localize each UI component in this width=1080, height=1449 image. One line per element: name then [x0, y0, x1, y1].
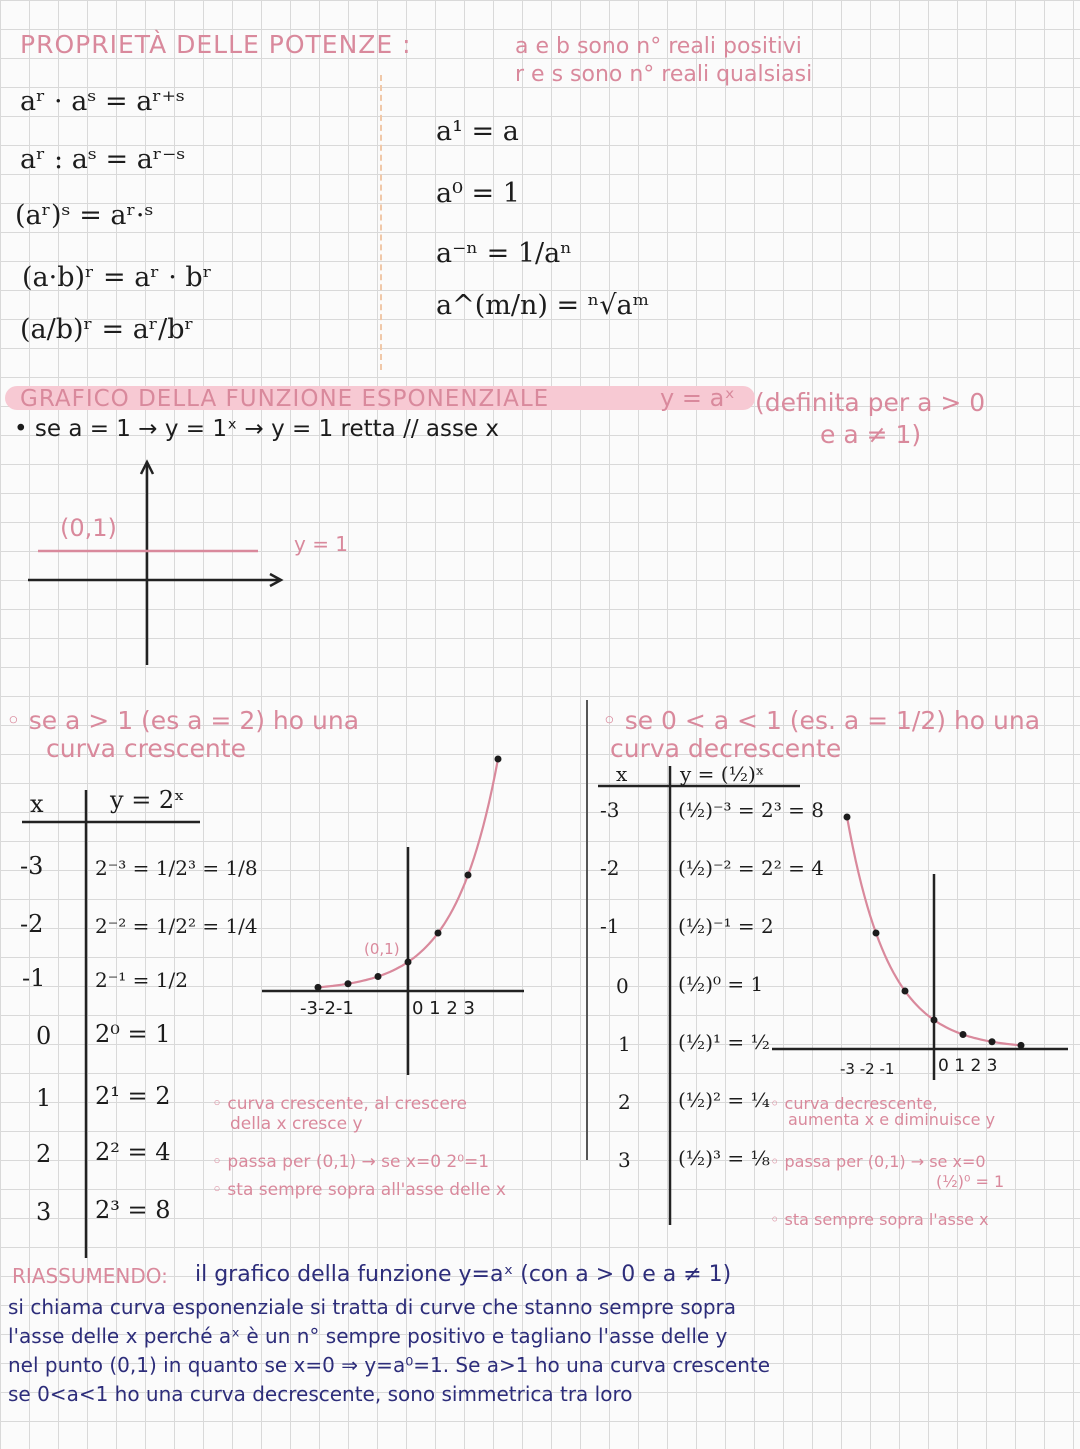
growth-heading: ◦ se a > 1 (es a = 2) ho una [6, 706, 360, 735]
decay-col-y: y = (½)ˣ [680, 762, 765, 786]
table-row: (½)¹ = ½ [678, 1030, 770, 1054]
data-point [1018, 1042, 1025, 1049]
table-row: 2³ = 8 [95, 1196, 171, 1224]
table-row: 3 [618, 1148, 631, 1172]
table-row: 2⁻¹ = 1/2 [95, 968, 188, 992]
summary-line: l'asse delle x perché aˣ è un n° sempre positivo e tagliano l'asse delle y [8, 1324, 728, 1348]
table-row: 2⁻² = 1/2² = 1/4 [95, 914, 258, 938]
growth-note: ◦ sta sempre sopra all'asse delle x [212, 1180, 506, 1200]
decay-heading-2: curva decrescente [610, 734, 842, 763]
property-power-of-power: (aʳ)ˢ = aʳ·ˢ [15, 200, 154, 231]
page-title: PROPRIETÀ DELLE POTENZE : [20, 30, 412, 59]
decay-note: ◦ sta sempre sopra l'asse x [770, 1210, 989, 1229]
property-product: aʳ · aˢ = aʳ⁺ˢ [20, 86, 186, 117]
decay-note: (½)⁰ = 1 [936, 1172, 1005, 1191]
property-product-power: (a·b)ʳ = aʳ · bʳ [22, 262, 213, 293]
table-row: -1 [600, 914, 620, 938]
section-title: GRAFICO DELLA FUNZIONE ESPONENZIALE [20, 386, 550, 412]
table-row: 2 [36, 1140, 52, 1168]
table-row: 2⁻³ = 1/2³ = 1/8 [95, 856, 258, 880]
function-formula: y = aˣ [660, 384, 735, 412]
table-row: (½)² = ¼ [678, 1088, 770, 1112]
growth-heading-2: curva crescente [46, 734, 246, 763]
decay-note: aumenta x e diminuisce y [788, 1110, 996, 1129]
data-point [960, 1031, 967, 1038]
table-row: 1 [618, 1032, 631, 1056]
growth-point-label: (0,1) [364, 940, 400, 958]
growth-axis-pos-labels: 0 1 2 3 [412, 998, 475, 1019]
point-label-0-1: (0,1) [60, 514, 117, 542]
table-row: (½)⁻² = 2² = 4 [678, 856, 824, 880]
domain-note: (definita per a > 0 [755, 388, 986, 417]
line-label: y = 1 [294, 532, 349, 556]
condition-rs: r e s sono n° reali qualsiasi [515, 62, 813, 87]
table-row: 0 [616, 974, 629, 998]
growth-note: della x cresce y [230, 1114, 363, 1134]
table-row: (½)⁰ = 1 [678, 972, 764, 996]
summary-line: il grafico della funzione y=aˣ (con a > 0 e a ≠ 1) [195, 1262, 732, 1287]
property-exp-one: a¹ = a [436, 116, 519, 147]
summary-line: si chiama curva esponenziale si tratta di curve che stanno sempre sopra [8, 1295, 737, 1319]
growth-note: ◦ curva crescente, al crescere [212, 1094, 467, 1114]
data-point [844, 814, 851, 821]
table-row: 2⁰ = 1 [95, 1020, 171, 1048]
table-row: 0 [36, 1022, 52, 1050]
growth-note: ◦ passa per (0,1) → se x=0 2⁰=1 [212, 1152, 490, 1172]
table-row: 3 [36, 1198, 52, 1226]
decay-heading: ◦ se 0 < a < 1 (es. a = 1/2) ho una [602, 706, 1041, 735]
table-row: 2² = 4 [95, 1138, 171, 1166]
property-quotient: aʳ : aˢ = aʳ⁻ˢ [20, 144, 186, 175]
summary-line: se 0<a<1 ho una curva decrescente, sono simmetrica tra loro [8, 1382, 633, 1406]
condition-ab: a e b sono n° reali positivi [515, 34, 802, 59]
table-row: -1 [22, 964, 46, 992]
domain-note-2: e a ≠ 1) [820, 420, 922, 449]
table-row: -2 [600, 856, 620, 880]
data-point [989, 1038, 996, 1045]
table-row: -3 [20, 852, 44, 880]
decay-axis-pos-labels: 0 1 2 3 [938, 1056, 998, 1076]
growth-col-x: x [30, 790, 44, 818]
case-a-equals-1: • se a = 1 → y = 1ˣ → y = 1 retta // asse x [14, 416, 500, 442]
property-exp-zero: a⁰ = 1 [436, 178, 520, 209]
table-row: (½)⁻¹ = 2 [678, 914, 774, 938]
table-row: 2 [618, 1090, 631, 1114]
table-row: -2 [20, 910, 44, 938]
table-row: 2¹ = 2 [95, 1082, 171, 1110]
table-row: (½)⁻³ = 2³ = 8 [678, 798, 824, 822]
decay-axis-neg-labels: -3 -2 -1 [840, 1060, 895, 1078]
summary-label: RIASSUMENDO: [12, 1264, 168, 1288]
data-point [931, 1017, 938, 1024]
summary-line: nel punto (0,1) in quanto se x=0 ⇒ y=a⁰=1. Se a>1 ho una curva crescente [8, 1353, 771, 1377]
decay-note: ◦ curva decrescente, [770, 1094, 938, 1113]
table-row: 1 [36, 1084, 52, 1112]
decay-col-x: x [616, 762, 628, 786]
property-negative-exp: a⁻ⁿ = 1/aⁿ [436, 238, 572, 269]
decay-note: ◦ passa per (0,1) → se x=0 [770, 1152, 986, 1171]
data-point [873, 930, 880, 937]
data-point [902, 988, 909, 995]
table-row: (½)³ = ⅛ [678, 1146, 770, 1170]
property-fractional-exp: a^(m/n) = ⁿ√aᵐ [436, 290, 650, 321]
growth-col-y: y = 2ˣ [110, 786, 185, 814]
property-fraction-power: (a/b)ʳ = aʳ/bʳ [20, 314, 194, 345]
table-row: -3 [600, 798, 620, 822]
growth-axis-neg-labels: -3-2-1 [300, 998, 354, 1019]
